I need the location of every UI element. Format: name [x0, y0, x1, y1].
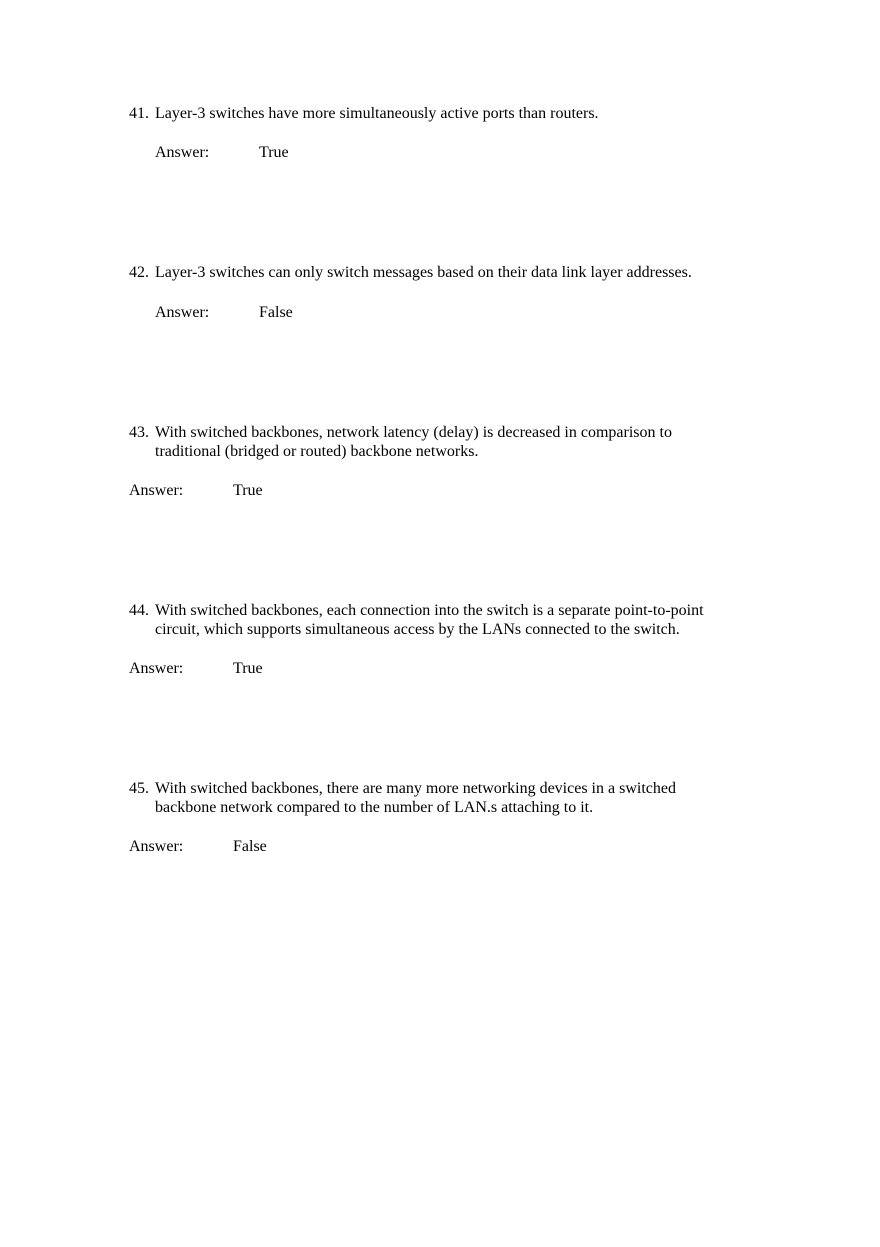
answer-42 — [155, 303, 293, 322]
answer-45 — [129, 837, 267, 856]
answer-label: Answer: — [129, 660, 184, 677]
question-number: 43. — [129, 424, 149, 441]
question-number: 44. — [129, 602, 149, 619]
answer-value: True — [233, 482, 263, 499]
answer-43 — [129, 481, 263, 500]
answer-41 — [155, 143, 289, 162]
answer-label: Answer: — [155, 304, 210, 321]
question-text: With switched backbones, network latency (delay) is decreased in comparison to — [155, 424, 672, 441]
answer-value: True — [259, 144, 289, 161]
question-text: With switched backbones, there are many more networking devices in a switched — [155, 780, 676, 797]
question-44 — [129, 601, 704, 639]
question-41 — [129, 104, 599, 123]
question-text: With switched backbones, each connection into the switch is a separate point-to-point — [155, 602, 704, 619]
question-text-continued: circuit, which supports simultaneous access by the LANs connected to the switch. — [155, 621, 680, 638]
question-text: Layer-3 switches can only switch messages based on their data link layer addresses. — [155, 264, 692, 281]
question-text: Layer-3 switches have more simultaneously active ports than routers. — [155, 105, 599, 122]
answer-label: Answer: — [129, 482, 184, 499]
answer-value: False — [233, 838, 267, 855]
answer-value: True — [233, 660, 263, 677]
question-number: 45. — [129, 780, 149, 797]
question-text-continued: traditional (bridged or routed) backbone networks. — [155, 443, 479, 460]
answer-label: Answer: — [129, 838, 184, 855]
answer-label: Answer: — [155, 144, 210, 161]
answer-value: False — [259, 304, 293, 321]
question-43 — [129, 423, 672, 461]
question-number: 41. — [129, 105, 149, 122]
question-text-continued: backbone network compared to the number of LAN.s attaching to it. — [155, 799, 594, 816]
question-number: 42. — [129, 264, 149, 281]
question-42 — [129, 263, 692, 282]
question-45 — [129, 779, 676, 817]
answer-44 — [129, 659, 263, 678]
